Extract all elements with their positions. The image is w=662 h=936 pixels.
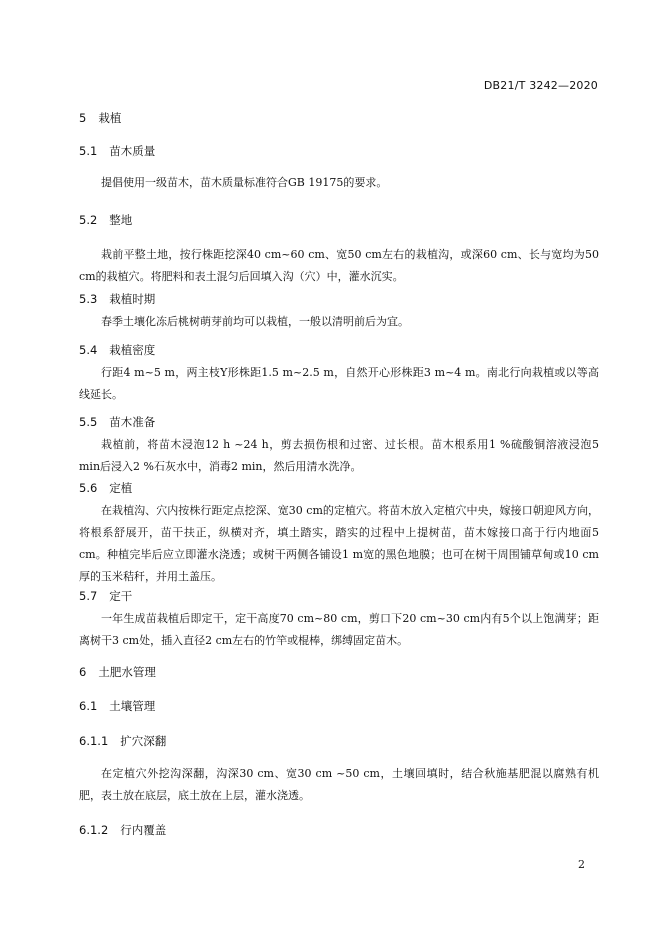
heading-number: 6.1 — [79, 699, 98, 713]
document-code: DB21/T 3242—2020 — [483, 79, 598, 92]
heading-title: 栽植 — [98, 111, 122, 125]
heading-title: 行内覆盖 — [120, 823, 167, 837]
heading-number: 5.6 — [79, 481, 98, 495]
paragraph-5-1: 提倡使用一级苗木，苗木质量标准符合GB 19175的要求。 — [101, 176, 388, 189]
heading-5-1 — [79, 143, 155, 159]
paragraph-5-6: 在栽植沟、穴内按株行距定点挖深、宽30 cm的定植穴。将苗木放入定植穴中央，嫁接口朝迎风方向，将根系舒展开，苗干扶正，纵横对齐，填土踏实，踏实的过程中上提树苗，苗木嫁接口高于行内地面5 cm。种植完毕后应立即灌水浇透；或树干两侧各铺设1 m宽的黑色地膜；也可在树干周围铺草甸或10 cm厚的玉米秸秆，并用土盖压。 — [79, 504, 599, 583]
heading-title: 定植 — [109, 481, 133, 495]
heading-number: 5.2 — [79, 213, 98, 227]
paragraph-5-2: 栽前平整土地，按行株距挖深40 cm~60 cm、宽50 cm左右的栽植沟，或深60 cm、长与宽均为50 cm的栽植穴。将肥料和表土混匀后回填入沟（穴）中，灌水沉实。 — [79, 248, 599, 283]
heading-6 — [79, 664, 156, 680]
paragraph-6-1-1: 在定植穴外挖沟深翻，沟深30 cm、宽30 cm ~50 cm，土壤回填时，结合秋施基肥混以腐熟有机肥，表土放在底层，底土放在上层，灌水浇透。 — [79, 767, 599, 802]
heading-title: 栽植时期 — [109, 292, 156, 306]
heading-6-1-2 — [79, 822, 166, 838]
heading-number: 5.7 — [79, 589, 98, 603]
heading-5-2 — [79, 212, 132, 228]
heading-title: 土壤管理 — [109, 699, 156, 713]
heading-number: 6 — [79, 665, 87, 679]
heading-5-5 — [79, 414, 155, 430]
heading-number: 5 — [79, 111, 87, 125]
heading-title: 栽植密度 — [109, 343, 156, 357]
heading-title: 定干 — [109, 589, 133, 603]
paragraph-5-7: 一年生成苗栽植后即定干，定干高度70 cm~80 cm，剪口下20 cm~30 cm内有5个以上饱满芽；距离树干3 cm处，插入直径2 cm左右的竹竿或棍棒，绑缚固定苗木。 — [79, 612, 599, 647]
heading-5-6 — [79, 480, 132, 496]
heading-title: 土肥水管理 — [98, 665, 156, 679]
heading-title: 整地 — [109, 213, 133, 227]
heading-title: 苗木准备 — [109, 415, 156, 429]
heading-title: 扩穴深翻 — [120, 734, 167, 748]
paragraph-5-5: 栽植前，将苗木浸泡12 h ~24 h，剪去损伤根和过密、过长根。苗木根系用1 %硫酸铜溶液浸泡5 min后浸入2 %石灰水中，消毒2 min，然后用清水洗净。 — [79, 438, 599, 473]
heading-number: 5.4 — [79, 343, 98, 357]
paragraph-5-4: 行距4 m~5 m，两主枝Y形株距1.5 m~2.5 m，自然开心形株距3 m~4 m。南北行向栽植或以等高线延长。 — [79, 366, 599, 401]
heading-5-3 — [79, 291, 155, 307]
heading-title: 苗木质量 — [109, 144, 156, 158]
heading-number: 5.3 — [79, 292, 98, 306]
heading-6-1 — [79, 698, 155, 714]
heading-number: 6.1.2 — [79, 823, 109, 837]
heading-number: 5.5 — [79, 415, 98, 429]
heading-number: 6.1.1 — [79, 734, 109, 748]
heading-6-1-1 — [79, 733, 166, 749]
heading-5 — [79, 110, 121, 126]
paragraph-5-3: 春季土壤化冻后桃树萌芽前均可以栽植，一般以清明前后为宜。 — [101, 315, 409, 328]
heading-5-4 — [79, 342, 155, 358]
heading-5-7 — [79, 588, 132, 604]
page-number: 2 — [578, 858, 585, 871]
heading-number: 5.1 — [79, 144, 98, 158]
